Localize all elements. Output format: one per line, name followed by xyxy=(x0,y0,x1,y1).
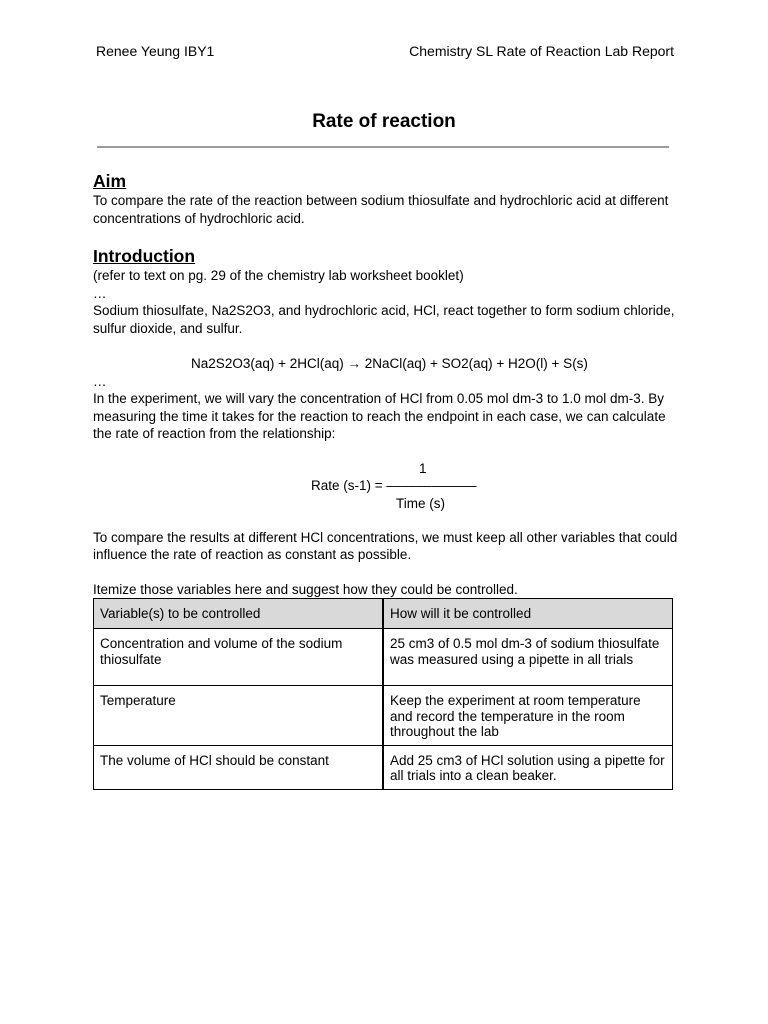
table-row xyxy=(94,745,673,789)
chemical-equation: Na2S2O3(aq) + 2HCl(aq) → 2NaCl(aq) + SO2(aq) + H2O(l) + S(s) xyxy=(191,356,588,371)
ellipsis: … xyxy=(93,285,107,301)
title-divider xyxy=(97,146,669,148)
table-row xyxy=(94,686,673,746)
table-cell-control: Keep the experiment at room temperature and record the temperature in the room throughout the lab xyxy=(383,686,672,746)
itemize-text: Itemize those variables here and suggest how they could be controlled. xyxy=(93,581,518,597)
table-cell-variable: The volume of HCl should be constant xyxy=(94,745,384,789)
rate-formula xyxy=(93,460,678,512)
header-author: Renee Yeung IBY1 xyxy=(96,43,215,59)
table-header-variable: Variable(s) to be controlled xyxy=(94,599,384,629)
table-header-row xyxy=(94,599,673,629)
header-report-title: Chemistry SL Rate of Reaction Lab Report xyxy=(409,43,674,59)
rate-denominator: Time (s) xyxy=(396,495,445,511)
experiment-description: In the experiment, we will vary the concentration of HCl from 0.05 mol dm-3 to 1.0 mol dm-3. By measuring the time it takes for the reaction to reach the endpoint in each case, we can calculate the rate of reaction from the relationship: xyxy=(93,391,666,441)
introduction-reference: (refer to text on pg. 29 of the chemistry lab worksheet booklet) xyxy=(93,268,464,283)
aim-heading: Aim xyxy=(93,171,127,191)
table-cell-control: 25 cm3 of 0.5 mol dm-3 of sodium thiosulfate was measured using a pipette in all trials xyxy=(383,629,672,686)
compare-text: To compare the results at different HCl concentrations, we must keep all other variables that could influence the rate of reaction as constant as possible. xyxy=(93,529,678,562)
rate-numerator: 1 xyxy=(419,460,427,476)
variables-table xyxy=(93,598,673,790)
table-cell-control: Add 25 cm3 of HCl solution using a pipette for all trials into a clean beaker. xyxy=(383,745,672,789)
rate-lhs: Rate (s-1) = –––––––––––– xyxy=(311,477,477,493)
table-row xyxy=(94,629,673,686)
table-cell-variable: Concentration and volume of the sodium thiosulfate xyxy=(94,629,384,686)
introduction-description: Sodium thiosulfate, Na2S2O3, and hydrochloric acid, HCl, react together to form sodium chloride, sulfur dioxide, and sulfur. xyxy=(93,303,675,336)
aim-text: To compare the rate of the reaction between sodium thiosulfate and hydrochloric acid at different concentrations of hydrochloric acid. xyxy=(93,193,669,226)
page-title: Rate of reaction xyxy=(312,111,456,132)
table-cell-variable: Temperature xyxy=(94,686,384,746)
introduction-heading: Introduction xyxy=(93,246,196,266)
ellipsis: … xyxy=(93,373,107,389)
report-body xyxy=(93,170,678,790)
table-header-control: How will it be controlled xyxy=(383,599,672,629)
